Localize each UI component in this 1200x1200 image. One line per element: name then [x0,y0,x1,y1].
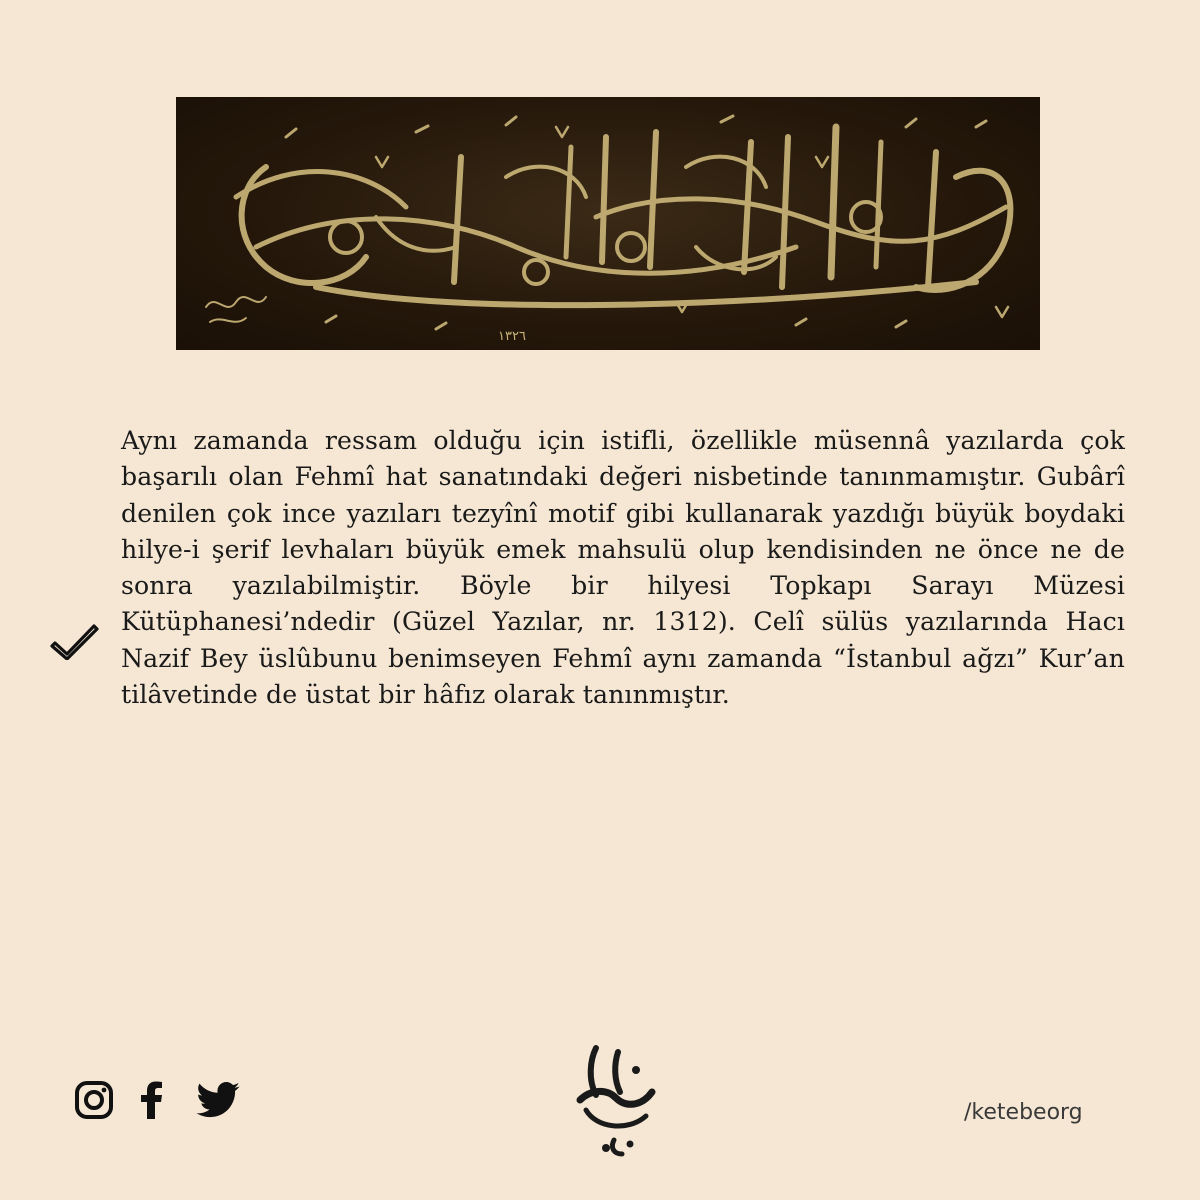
account-handle[interactable]: /ketebeorg [964,1100,1083,1125]
body-paragraph: Aynı zamanda ressam olduğu için istifli, özellikle müsennâ yazılarda çok başarılı olan Fehmî hat sanatındaki değeri nisbetinde tanınmamıştır. Gubârî denilen çok ince yazıları tezyînî motif gibi kullanarak yazdığı büyük boydaki hilye-i şerif levhaları büyük emek mahsulü olup kendisinden ne önce ne de sonra yazılabilmiştir. Böyle bir hilyesi Topkapı Sarayı Müzesi Kütüphanesi’ndedir (Güzel Yazılar, nr. 1312). Celî sülüs yazılarında Hacı Nazif Bey üslûbunu benimseyen Fehmî aynı zamanda “İstanbul ağzı” Kur’an tilâvetinde de üstat bir hâfız olarak tanınmıştır. [121,426,1125,710]
calligraphy-artwork [176,97,1040,350]
twitter-icon[interactable] [196,1082,240,1118]
instagram-icon[interactable] [74,1080,114,1120]
ketebe-logo [566,1040,662,1160]
calligraphy-drawing [176,97,1040,350]
social-links [74,1080,240,1120]
facebook-icon[interactable] [140,1081,164,1119]
check-icon [50,618,100,660]
artwork-year: ١٣٢٦ [498,329,526,344]
